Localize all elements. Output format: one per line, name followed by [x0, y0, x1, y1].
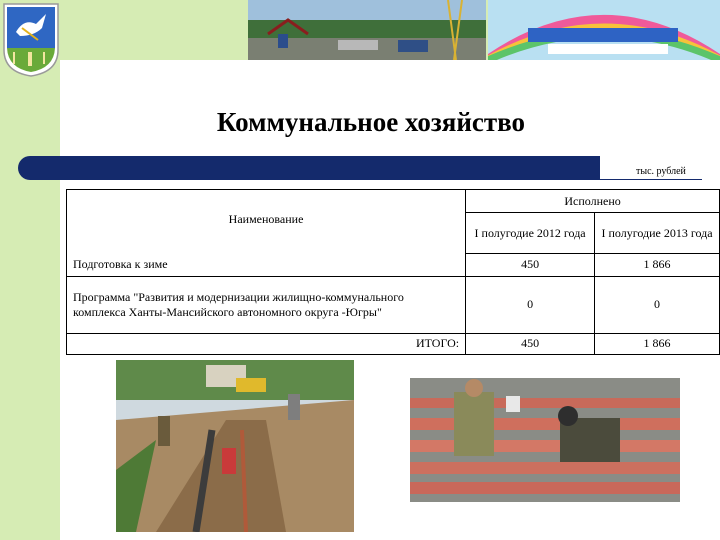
- row-value-2012: 0: [466, 276, 595, 333]
- oil-derricks-photo: [248, 0, 486, 60]
- pipe-trench-workers-photo: [116, 360, 354, 532]
- total-value-2012: 450: [466, 333, 595, 354]
- table-row: [67, 276, 720, 333]
- title-divider-bar: [18, 156, 600, 180]
- table-total-row: [67, 333, 720, 354]
- header-period-2013: I полугодие 2013 года: [595, 213, 720, 254]
- row-name: Подготовка к зиме: [67, 254, 466, 277]
- divider-line: [600, 179, 702, 180]
- row-value-2013: 0: [595, 276, 720, 333]
- budget-table: [66, 189, 720, 355]
- header-name-cell: Наименование: [67, 190, 466, 254]
- units-label: тыс. рублей: [636, 166, 686, 177]
- city-emblem-banner: [488, 0, 720, 60]
- left-decor-band: [0, 0, 60, 540]
- coat-of-arms-emblem: [2, 2, 60, 78]
- row-name: Программа "Развития и модернизации жилищно-коммунального комплекса Ханты-Мансийского автономного округа -Югры": [67, 276, 466, 333]
- page-title: Коммунальное хозяйство: [216, 107, 526, 137]
- header-period-2012: I полугодие 2012 года: [466, 213, 595, 254]
- row-value-2013: 1 866: [595, 254, 720, 277]
- table-header-row: [67, 190, 720, 213]
- pipe-insulation-workers-photo: [410, 378, 680, 502]
- header-executed-cell: Исполнено: [466, 190, 720, 213]
- table-row: [67, 254, 720, 277]
- total-label: ИТОГО:: [67, 333, 466, 354]
- row-value-2012: 450: [466, 254, 595, 277]
- total-value-2013: 1 866: [595, 333, 720, 354]
